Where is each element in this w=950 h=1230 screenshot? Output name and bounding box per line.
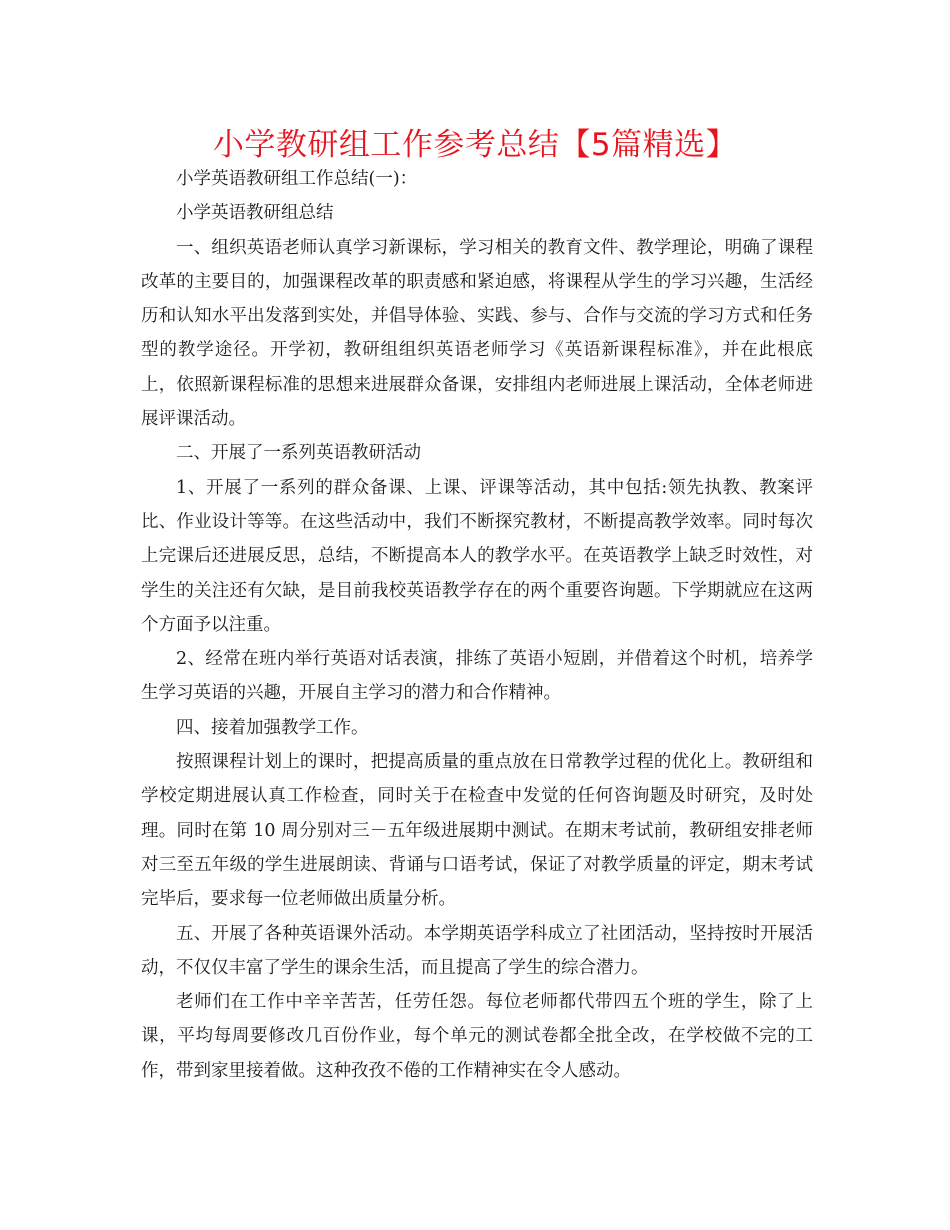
subsection-heading: 小学英语教研组总结 — [176, 203, 334, 224]
subsection-heading: 四、接着加强教学工作。 — [176, 717, 369, 738]
paragraph: 老师们在工作中辛辛苦苦，任劳任怨。每位老师都代带四五个班的学生，除了上课，平均每周要修改几百份作业，每个单元的测试卷都全批全改，在学校做不完的工作，带到家里接着做。这种孜孜不倦的工作精神实在令人感动。 — [141, 992, 813, 1081]
paragraph: 1、开展了一系列的群众备课、上课、评课等活动，其中包括:领先执教、教案评比、作业设计等等。在这些活动中，我们不断探究教材，不断提高教学效率。同时每次上完课后还进展反思，总结，不断提高本人的教学水平。在英语教学上缺乏时效性，对学生的关注还有欠缺，是目前我校英语教学存在的两个重要咨询题。下学期就应在这两个方面予以注重。 — [141, 477, 813, 635]
section-heading: 小学英语教研组工作总结(一)： — [176, 169, 418, 189]
document-body — [141, 162, 813, 1088]
paragraph: 按照课程计划上的课时，把提高质量的重点放在日常教学过程的优化上。教研组和学校定期进展认真工作检查，同时关于在检查中发觉的任何咨询题及时研究，及时处理。同时在第 10 周分别对三－五年级进展期中测试。在期末考试前，教研组安排老师对三至五年级的学生进展朗读、背诵与口语考试，保证了对教学质量的评定，期末考试完毕后，要求每一位老师做出质量分析。 — [141, 752, 813, 910]
paragraph: 一、组织英语老师认真学习新课标，学习相关的教育文件、教学理论，明确了课程改革的主要目的，加强课程改革的职责感和紧迫感，将课程从学生的学习兴趣，生活经历和认知水平出发落到实处，并倡导体验、实践、参与、合作与交流的学习方式和任务型的教学途径。开学初，教研组组织英语老师学习《英语新课程标准》，并在此根底上，依照新课程标准的思想来进展群众备课，安排组内老师进展上课活动，全体老师进展评课活动。 — [141, 237, 813, 430]
paragraph: 五、开展了各种英语课外活动。本学期英语学科成立了社团活动，坚持按时开展活动，不仅仅丰富了学生的课余生活，而且提高了学生的综合潜力。 — [141, 923, 813, 978]
document-title: 小学教研组工作参考总结【5篇精选】 — [212, 127, 738, 163]
paragraph: 2、经常在班内举行英语对话表演，排练了英语小短剧，并借着这个时机，培养学生学习英语的兴趣，开展自主学习的潜力和合作精神。 — [141, 649, 813, 704]
subsection-heading: 二、开展了一系列英语教研活动 — [176, 443, 421, 464]
